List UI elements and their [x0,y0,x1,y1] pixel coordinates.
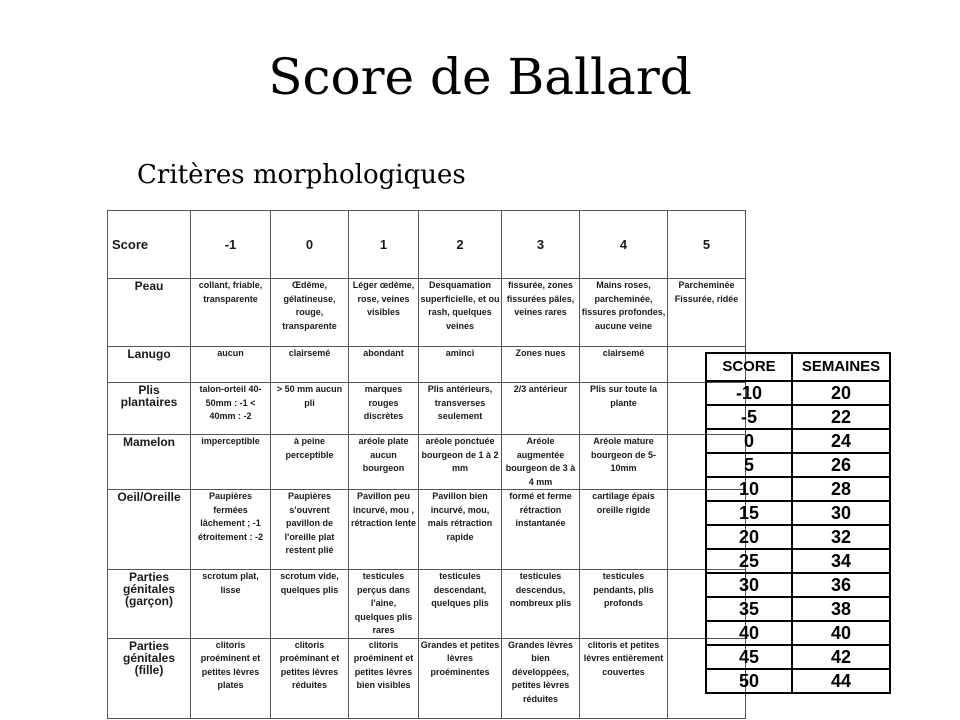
weeks-value: 20 [792,381,890,405]
score-column-header: 4 [580,211,668,279]
criteria-row-label: Parties génitales (fille) [108,638,191,718]
criteria-cell: aréole ponctuée bourgeon de 1 à 2 mm [419,435,502,490]
criteria-cell: Grandes lèvres bien développées, petites lèvres réduites [502,638,580,718]
score-value: 15 [706,501,792,525]
criteria-table [107,210,746,719]
weeks-value: 40 [792,621,890,645]
score-header-cell: Score [108,211,191,279]
weeks-row [706,669,890,693]
score-value: 45 [706,645,792,669]
weeks-row [706,429,890,453]
criteria-cell: testicules perçus dans l'aine, quelques plis rares [349,570,419,639]
score-column-header: 5 [668,211,746,279]
weeks-value: 30 [792,501,890,525]
criteria-cell: cartilage épais oreille rigide [580,490,668,570]
score-value: -10 [706,381,792,405]
weeks-value: 34 [792,549,890,573]
slide-subtitle: Critères morphologiques [137,160,466,190]
criteria-row-label: Oeil/Oreille [108,490,191,570]
criteria-cell: Plis antérieurs, transverses seulement [419,383,502,435]
criteria-cell: Pavillon bien incurvé, mou, mais rétraction rapide [419,490,502,570]
score-value: 40 [706,621,792,645]
criteria-row-label: Mamelon [108,435,191,490]
criteria-cell: clitoris proéminent et petites lèvres bien visibles [349,638,419,718]
weeks-row [706,405,890,429]
criteria-cell: Plis sur toute la plante [580,383,668,435]
criteria-cell: aminci [419,347,502,383]
weeks-header-row [706,353,890,381]
criteria-cell: formé et ferme rétraction instantanée [502,490,580,570]
weeks-value: 36 [792,573,890,597]
weeks-row [706,501,890,525]
criteria-cell: aréole plate aucun bourgeon [349,435,419,490]
criteria-cell: scrotum vide, quelques plis [271,570,349,639]
criteria-cell: clitoris proéminant et petites lèvres réduites [271,638,349,718]
score-value: 20 [706,525,792,549]
weeks-row [706,573,890,597]
weeks-value: 28 [792,477,890,501]
criteria-cell: imperceptible [191,435,271,490]
criteria-cell: fissurée, zones fissurées pâles, veines rares [502,279,580,347]
score-value: 25 [706,549,792,573]
criteria-cell: marques rouges discrètes [349,383,419,435]
criteria-row-label: Plis plantaires [108,383,191,435]
score-value: 5 [706,453,792,477]
weeks-value: 38 [792,597,890,621]
criteria-cell: 2/3 antérieur [502,383,580,435]
criteria-cell: clairsemé [580,347,668,383]
score-column-header: -1 [191,211,271,279]
weeks-value: 24 [792,429,890,453]
criteria-cell: Paupières s'ouvrent pavillon de l'oreille plat restent plié [271,490,349,570]
criteria-cell: Léger œdème, rose, veines visibles [349,279,419,347]
score-column-header: SCORE [706,353,792,381]
criteria-cell: Parcheminée Fissurée, ridée [668,279,746,347]
criteria-cell: scrotum plat, lisse [191,570,271,639]
weeks-row [706,477,890,501]
criteria-row [108,279,746,347]
criteria-cell: Grandes et petites lèvres proéminentes [419,638,502,718]
score-column-header: 0 [271,211,349,279]
score-column-header: 1 [349,211,419,279]
criteria-cell: Pavillon peu incurvé, mou , rétraction lente [349,490,419,570]
criteria-cell: Aréole mature bourgeon de 5-10mm [580,435,668,490]
weeks-value: 44 [792,669,890,693]
weeks-value: 32 [792,525,890,549]
criteria-row [108,570,746,639]
weeks-value: 26 [792,453,890,477]
weeks-row [706,645,890,669]
criteria-cell: Paupières fermées lâchement ; -1 étroitement : -2 [191,490,271,570]
weeks-row [706,549,890,573]
criteria-cell: > 50 mm aucun pli [271,383,349,435]
criteria-cell: testicules pendants, plis profonds [580,570,668,639]
weeks-column-header: SEMAINES [792,353,890,381]
criteria-cell: aucun [191,347,271,383]
criteria-header-row [108,211,746,279]
criteria-cell: testicules descendus, nombreux plis [502,570,580,639]
criteria-cell: testicules descendant, quelques plis [419,570,502,639]
criteria-cell: Aréole augmentée bourgeon de 3 à 4 mm [502,435,580,490]
weeks-row [706,381,890,405]
score-value: 35 [706,597,792,621]
criteria-row [108,490,746,570]
score-value: 50 [706,669,792,693]
criteria-row [108,638,746,718]
score-value: 0 [706,429,792,453]
weeks-value: 22 [792,405,890,429]
criteria-row-label: Parties génitales (garçon) [108,570,191,639]
score-weeks-table [705,352,891,694]
criteria-row-label: Peau [108,279,191,347]
criteria-row [108,347,746,383]
criteria-cell: clairsemé [271,347,349,383]
score-value: 10 [706,477,792,501]
criteria-cell: abondant [349,347,419,383]
criteria-row-label: Lanugo [108,347,191,383]
weeks-row [706,453,890,477]
weeks-row [706,597,890,621]
weeks-row [706,621,890,645]
criteria-cell: clitoris et petites lèvres entièrement couvertes [580,638,668,718]
slide-title: Score de Ballard [268,48,692,106]
criteria-row [108,383,746,435]
criteria-row [108,435,746,490]
criteria-cell: Mains roses, parcheminée, fissures profondes, aucune veine [580,279,668,347]
criteria-cell: collant, friable, transparente [191,279,271,347]
criteria-cell: clitoris proéminent et petites lèvres plates [191,638,271,718]
weeks-row [706,525,890,549]
weeks-value: 42 [792,645,890,669]
criteria-cell: Desquamation superficielle, et ou rash, quelques veines [419,279,502,347]
score-value: 30 [706,573,792,597]
criteria-cell: talon-orteil 40-50mm : -1 < 40mm : -2 [191,383,271,435]
criteria-cell: Zones nues [502,347,580,383]
score-column-header: 3 [502,211,580,279]
criteria-cell: Œdème, gélatineuse, rouge, transparente [271,279,349,347]
score-value: -5 [706,405,792,429]
criteria-cell: à peine perceptible [271,435,349,490]
score-column-header: 2 [419,211,502,279]
